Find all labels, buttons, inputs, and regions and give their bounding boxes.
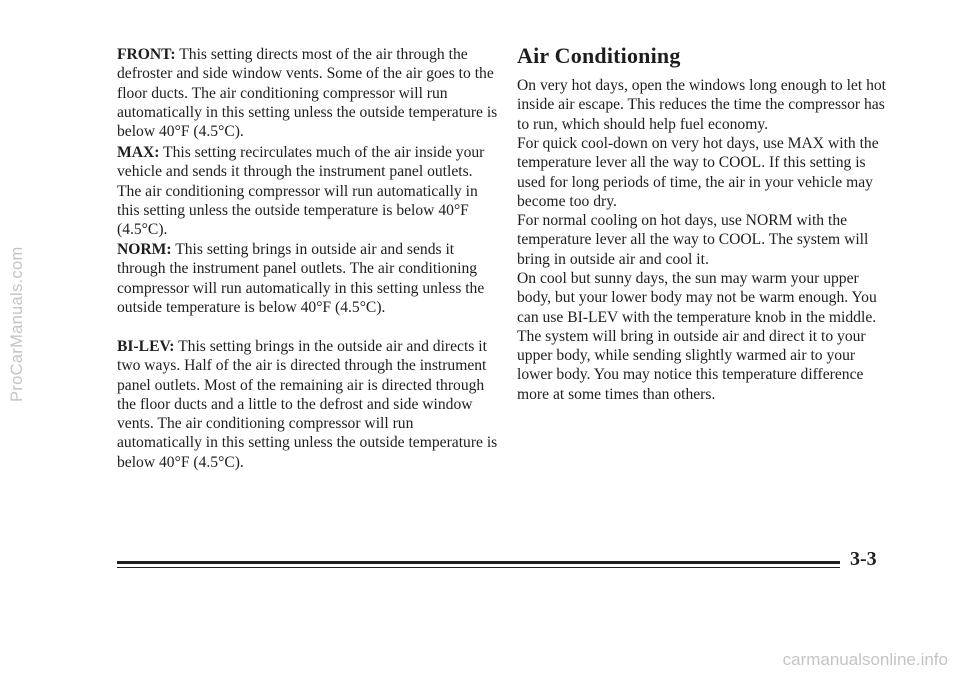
max-label: MAX:	[117, 144, 160, 161]
bilev-label: BI-LEV:	[117, 338, 175, 355]
bilev-description: This setting brings in the outside air and directs it two ways. Half of the air is directed through the instrument panel outlets. Most of the remaining air is directed through the floor ducts and a little to the defrost and side window vents. The air conditioning compressor will run automatically in this setting unless the outside temperature is below 40°F (4.5°C).	[117, 338, 498, 471]
ac-paragraph-normal-cooling: For normal cooling on hot days, use NORM with the temperature lever all the way to COOL. The system will bring in outside air and cool it.	[517, 212, 869, 268]
ac-paragraph-sunny-days: On cool but sunny days, the sun may warm your upper body, but your lower body may not be warm enough. You can use BI-LEV with the temperature knob in the middle. The system will bring in outside air and direct it to your upper body, while sending slightly warmed air to your lower body. You may notice this temperature difference more at some times than others.	[517, 270, 877, 403]
footer-watermark: carmanualsonline.info	[782, 650, 948, 669]
max-description: This setting recirculates much of the air inside your vehicle and sends it through the instrument panel outlets. The air conditioning compressor will run automatically in this setting unless the outside temperature is below 40°F (4.5°C).	[117, 144, 485, 239]
norm-label: NORM:	[117, 241, 172, 258]
front-description: This setting directs most of the air through the defroster and side window vents. Some of the air goes to the floor ducts. The air conditioning compressor will run automatically in this setting unless the outside temperature is below 40°F (4.5°C).	[117, 46, 498, 141]
footer-rule-thick	[117, 561, 840, 564]
footer-rule-thin	[117, 567, 840, 568]
norm-setting-paragraph	[117, 240, 499, 317]
side-watermark: ProCarManuals.com	[8, 246, 26, 402]
page-number: 3-3	[850, 548, 877, 570]
front-setting-paragraph	[117, 45, 499, 141]
section-heading-air-conditioning: Air Conditioning	[517, 43, 681, 68]
norm-description: This setting brings in outside air and sends it through the instrument panel outlets. The air conditioning compressor will run automatically in this setting unless the outside temperature is below 40°F (4.5°C).	[117, 241, 485, 316]
max-setting-paragraph	[117, 143, 499, 239]
bilev-setting-paragraph	[117, 337, 499, 472]
ac-paragraph-hot-days: On very hot days, open the windows long enough to let hot inside air escape. This reduces the time the compressor has to run, which should help fuel economy.	[517, 77, 887, 133]
ac-paragraph-quick-cooldown: For quick cool-down on very hot days, use MAX with the temperature lever all the way to COOL. If this setting is used for long periods of time, the air in your vehicle may become too dry.	[517, 135, 879, 210]
front-label: FRONT:	[117, 46, 176, 63]
